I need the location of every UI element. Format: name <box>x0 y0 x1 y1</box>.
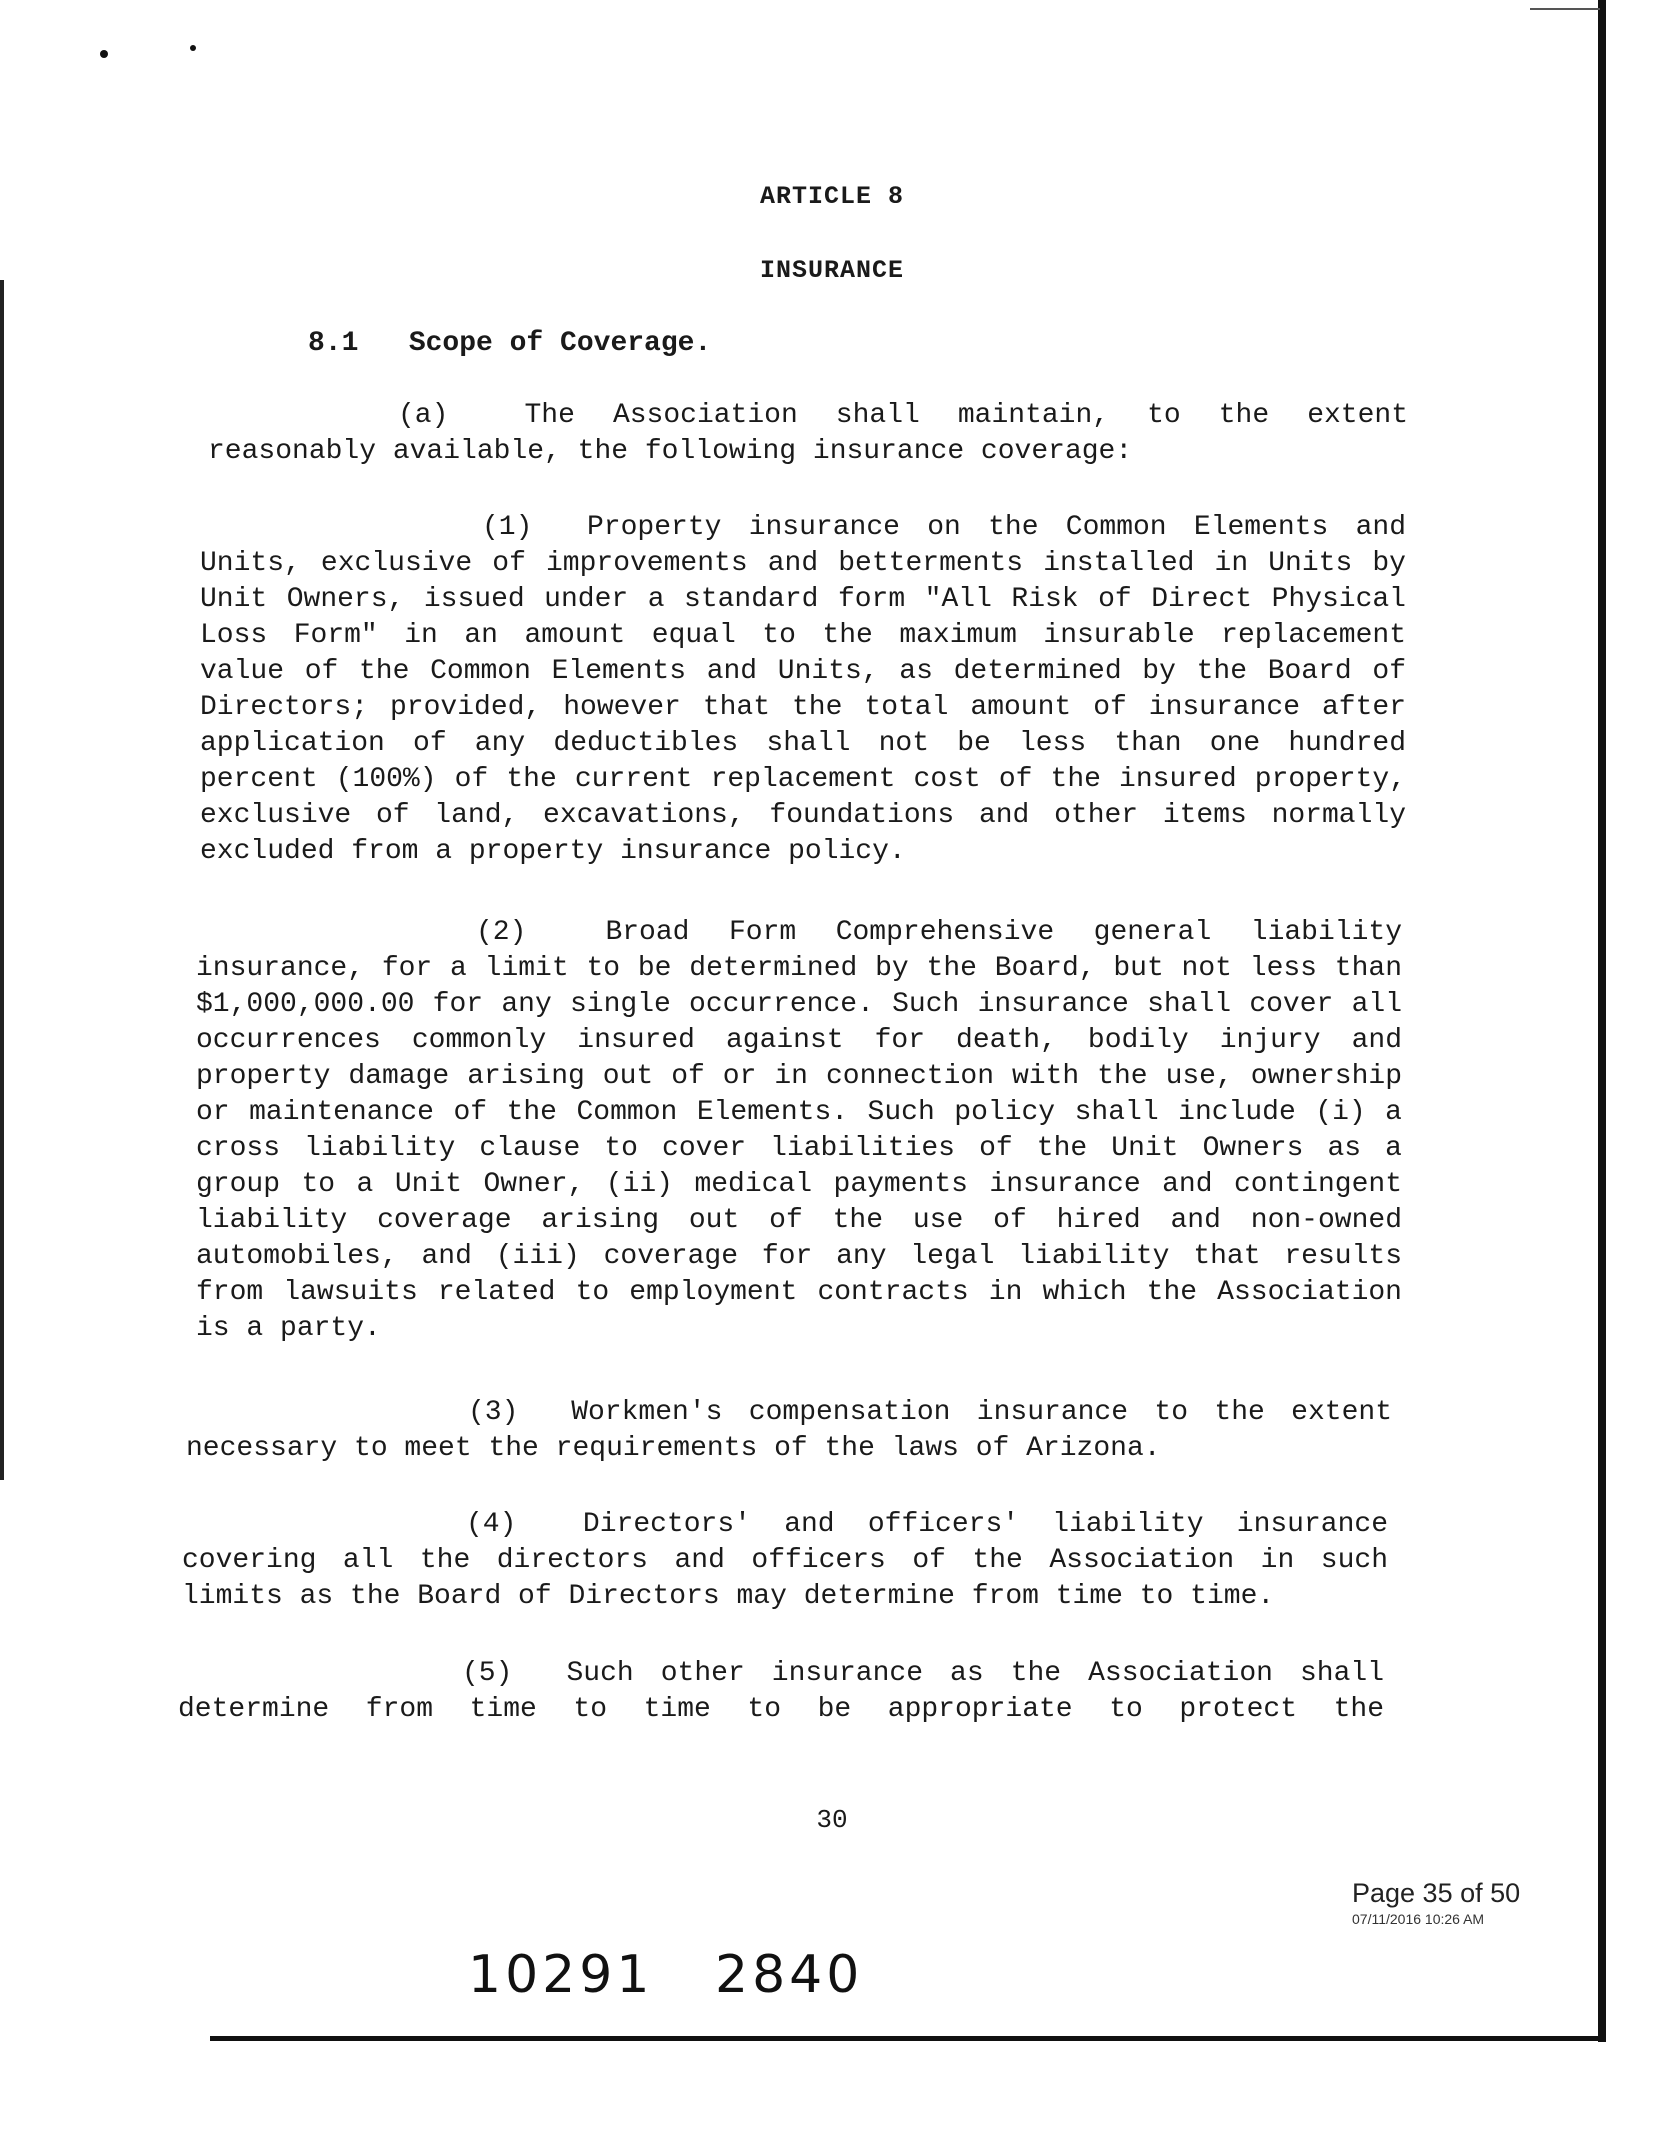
paragraph-3 <box>186 1395 1392 1467</box>
page-border-top <box>1530 8 1600 10</box>
paragraph-1 <box>200 510 1406 870</box>
scan-speck <box>100 50 108 58</box>
paragraph-4-text: Directors' and officers' liability insurance covering all the directors and officers of the Association in such limits as the Board of Directors may determine from time to time. <box>182 1509 1389 1612</box>
paragraph-a-text: The Association shall maintain, to the extent reasonably available, the following insurance coverage: <box>208 400 1409 467</box>
paragraph-a <box>208 398 1408 470</box>
paragraph-1-text: Property insurance on the Common Elements and Units, exclusive of improvements and betterments installed in Units by Unit Owners, issued under a standard form "All Risk of Direct Physical Loss Form" in an amount equal to the maximum insurable replacement value of the Common Elements and Units, as determined by the Board of Directors; provided, however that the total amount of insurance after application of any deductibles shall not be less than one hundred percent (100%) of the current replacement cost of the insured property, exclusive of land, excavations, foundations and other items normally excluded from a property insurance policy. <box>200 512 1407 867</box>
article-number-heading: ARTICLE 8 <box>759 182 905 211</box>
page-border-right <box>1598 0 1606 2042</box>
paragraph-2-label: (2) <box>476 917 527 948</box>
paragraph-5-label: (5) <box>462 1658 513 1689</box>
recorder-timestamp: 07/11/2016 10:26 AM <box>1352 1911 1485 1927</box>
book-page-number: 2840 <box>715 1945 864 2005</box>
paragraph-2-text: Broad Form Comprehensive general liability insurance, for a limit to be determined by the Board, but not less than $1,000,000.00 for any single occurrence. Such insurance shall cover all occurrences commonly insured against for death, bodily injury and property damage arising out of or in connection with the use, ownership or maintenance of the Common Elements. Such policy shall include (i) a cross liability clause to cover liabilities of the Unit Owners as a group to a Unit Owner, (ii) medical payments insurance and contingent liability coverage arising out of the use of hired and non-owned automobiles, and (iii) coverage for any legal liability that results from lawsuits related to employment contracts in which the Association is a party. <box>196 917 1403 1344</box>
page-number: 30 <box>816 1805 848 1835</box>
scan-left-edge <box>0 280 4 1480</box>
book-number: 10291 <box>468 1945 654 2005</box>
article-title-heading: INSURANCE <box>759 256 905 285</box>
recorder-page-stamp: Page 35 of 50 <box>1352 1878 1521 1908</box>
paragraph-5-text: Such other insurance as the Association shall determine from time to time to be appropriate to protect the <box>178 1658 1385 1725</box>
paragraph-4 <box>182 1507 1388 1615</box>
paragraph-5 <box>178 1656 1384 1728</box>
paragraph-2 <box>196 915 1402 1347</box>
paragraph-1-label: (1) <box>482 512 533 543</box>
paragraph-4-label: (4) <box>466 1509 517 1540</box>
section-title: 8.1 Scope of Coverage. <box>308 328 712 359</box>
scan-speck <box>190 45 196 51</box>
paragraph-a-label: (a) <box>398 400 449 431</box>
paragraph-3-text: Workmen's compensation insurance to the extent necessary to meet the requirements of the laws of Arizona. <box>186 1397 1392 1464</box>
page-border-bottom <box>210 2036 1606 2041</box>
book-page-stamp <box>468 1945 863 2005</box>
paragraph-3-label: (3) <box>468 1397 519 1428</box>
